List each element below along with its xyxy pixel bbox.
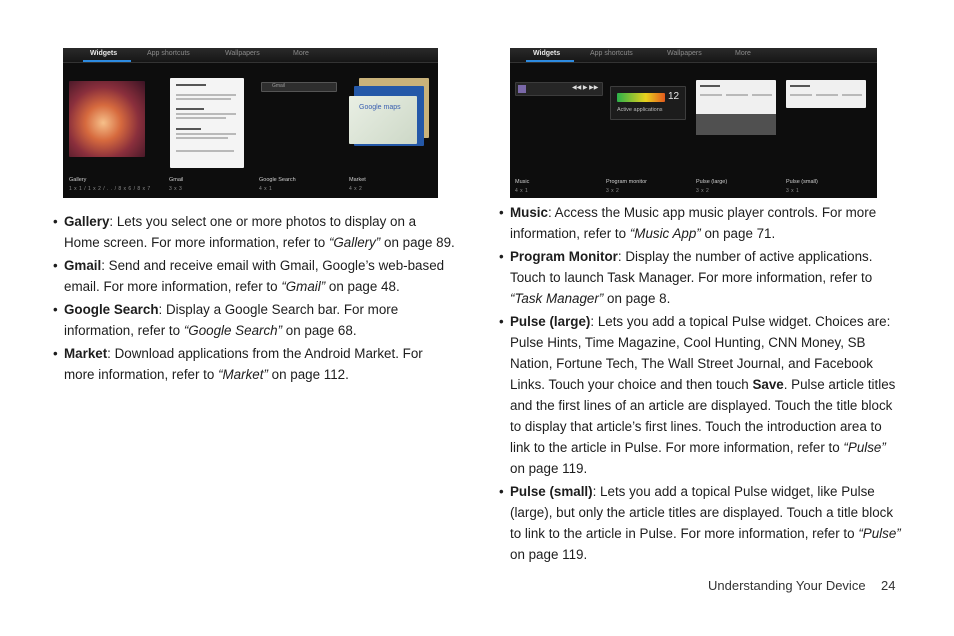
widget-label-program-monitor: Program monitor xyxy=(606,179,647,185)
tab-bar xyxy=(510,48,877,63)
active-tab-indicator xyxy=(83,60,131,62)
widget-picker-screenshot-right xyxy=(510,48,877,198)
program-monitor-count: 12 xyxy=(668,91,680,102)
cross-reference-link[interactable]: “Google Search” xyxy=(183,323,283,338)
cross-reference-link[interactable]: “Music App” xyxy=(629,226,701,241)
widget-size-google-search: 4 x 1 xyxy=(259,186,273,192)
widget-size-gallery: 1 x 1 / 1 x 2 / . . / 8 x 6 / 8 x 7 xyxy=(69,186,151,192)
widget-label-google-search: Google Search xyxy=(259,177,296,183)
pulse-small-widget-preview[interactable] xyxy=(786,80,866,108)
cross-reference-link[interactable]: “Pulse” xyxy=(858,526,901,541)
search-placeholder: Gmail xyxy=(272,83,286,89)
widget-size-gmail: 3 x 3 xyxy=(169,186,183,192)
tab-wallpapers[interactable]: Wallpapers xyxy=(667,50,702,57)
active-tab-indicator xyxy=(526,60,574,62)
page-number: 24 xyxy=(881,578,896,593)
tab-bar xyxy=(63,48,438,63)
widget-label-pulse-small: Pulse (small) xyxy=(786,179,818,185)
list-item-music: • Music: Access the Music app music player controls. For more information, refer to “Music App” on page 71. xyxy=(501,202,901,244)
pulse-large-widget-preview[interactable] xyxy=(696,80,776,135)
widget-size-program-monitor: 3 x 2 xyxy=(606,188,620,194)
tab-widgets[interactable]: Widgets xyxy=(90,50,118,57)
widget-size-market: 4 x 2 xyxy=(349,186,363,192)
market-widget-preview[interactable] xyxy=(349,96,417,144)
gallery-widget-preview[interactable] xyxy=(69,81,145,157)
list-item-gallery: • Gallery: Lets you select one or more photos to display on a Home screen. For more information, refer to “Gallery” on page 89. xyxy=(55,211,455,253)
widget-label-gallery: Gallery xyxy=(69,177,87,183)
maps-label: Google maps xyxy=(359,104,401,111)
list-item-market: • Market: Download applications from the Android Market. For more information, refer to “Market” on page 112. xyxy=(55,343,455,385)
music-widget-preview[interactable]: ◀◀ ▶ ▶▶ xyxy=(515,82,603,96)
cross-reference-link[interactable]: “Market” xyxy=(218,367,268,382)
widget-label-gmail: Gmail xyxy=(169,177,184,183)
widget-size-music: 4 x 1 xyxy=(515,188,529,194)
cross-reference-link[interactable]: “Gmail” xyxy=(281,279,326,294)
list-item-pulse-large: • Pulse (large): Lets you add a topical Pulse widget. Choices are: Pulse Hints, Time Magazine, Cool Hunting, CNN Money, SB Nation, Fortune Tech, The Wall Street Journal, and Facebook Links. Touch your choice and then touch Save. Pulse article titles and the first lines of an article are displayed. Touch the title block to display that article’s first lines. Touch the introduction area to link to the article in Pulse. For more information, refer to “Pulse” on page 119. xyxy=(501,311,901,479)
gmail-widget-preview[interactable] xyxy=(170,78,244,168)
widget-picker-screenshot-left xyxy=(63,48,438,198)
list-item-gmail: • Gmail: Send and receive email with Gmail, Google’s web-based email. For more information, refer to “Gmail” on page 48. xyxy=(55,255,455,297)
cross-reference-link[interactable]: “Gallery” xyxy=(328,235,381,250)
google-search-widget-preview[interactable] xyxy=(261,82,337,92)
widget-description-list-left xyxy=(55,211,455,387)
cross-reference-link[interactable]: “Task Manager” xyxy=(510,291,604,306)
widget-size-pulse-large: 3 x 2 xyxy=(696,188,710,194)
widget-description-list-right xyxy=(501,202,901,567)
tab-more[interactable]: More xyxy=(735,50,751,57)
program-monitor-widget-preview[interactable] xyxy=(610,86,686,120)
list-item-program-monitor: • Program Monitor: Display the number of active applications. Touch to launch Task Manager. For more information, refer to “Task Manager” on page 8. xyxy=(501,246,901,309)
tab-app-shortcuts[interactable]: App shortcuts xyxy=(590,50,633,57)
tab-widgets[interactable]: Widgets xyxy=(533,50,561,57)
tab-more[interactable]: More xyxy=(293,50,309,57)
tab-app-shortcuts[interactable]: App shortcuts xyxy=(147,50,190,57)
footer-section-title: Understanding Your Device xyxy=(708,578,866,593)
list-item-google-search: • Google Search: Display a Google Search bar. For more information, refer to “Google Search” on page 68. xyxy=(55,299,455,341)
list-item-pulse-small: • Pulse (small): Lets you add a topical Pulse widget, like Pulse (large), but only the article titles are displayed. Touch a title block to link to the article in Pulse. For more information, refer to “Pulse” on page 119. xyxy=(501,481,901,565)
program-monitor-caption: Active applications xyxy=(617,107,663,113)
widget-label-music: Music xyxy=(515,179,530,185)
widget-label-market: Market xyxy=(349,177,366,183)
cross-reference-link[interactable]: “Pulse” xyxy=(843,440,886,455)
widget-label-pulse-large: Pulse (large) xyxy=(696,179,728,185)
tab-wallpapers[interactable]: Wallpapers xyxy=(225,50,260,57)
widget-size-pulse-small: 3 x 1 xyxy=(786,188,800,194)
